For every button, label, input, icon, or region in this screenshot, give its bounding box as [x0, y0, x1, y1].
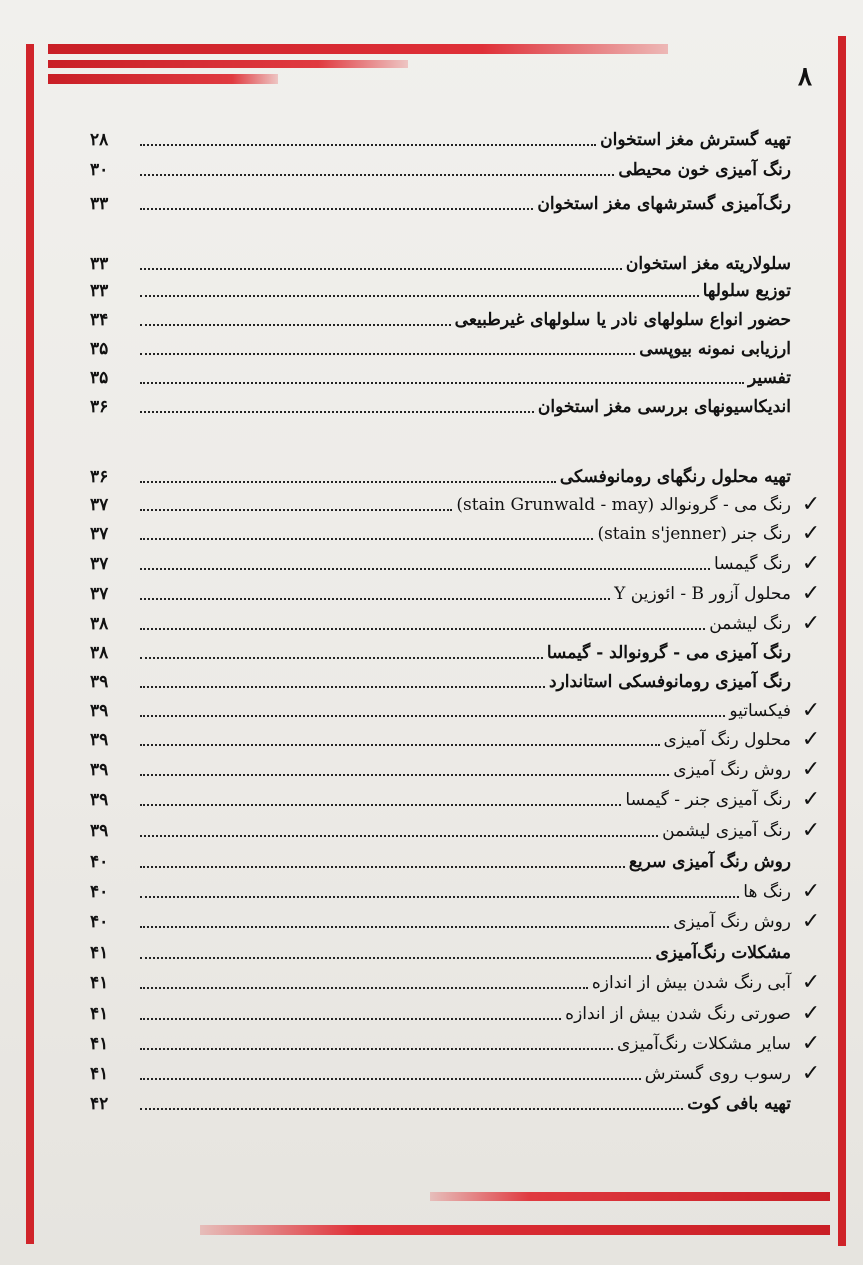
checkmark-icon: ✓ — [801, 909, 821, 934]
toc-entry-page: ۳۴ — [90, 310, 109, 330]
toc-entry-page: ۳۵ — [90, 368, 109, 388]
checkmark-icon: ✓ — [801, 970, 821, 995]
dot-leader — [140, 686, 545, 688]
toc-entry — [90, 722, 825, 752]
dot-leader — [140, 295, 699, 297]
checkmark-icon: ✓ — [801, 757, 821, 782]
dot-leader — [140, 628, 705, 630]
toc-entry — [90, 874, 825, 904]
toc-entry-title: رنگ ها — [743, 882, 791, 902]
toc-entry-page: ۲۸ — [90, 130, 109, 150]
toc-entry-title: محلول آزور B - ائوزین Y — [614, 584, 791, 604]
toc-entry-title: تهیه بافی کوت — [687, 1094, 791, 1114]
decorative-rule — [48, 44, 668, 54]
toc-entry-page: ۳۳ — [90, 281, 109, 301]
toc-entry-title: رنگ جنر (stain s'jenner) — [597, 524, 791, 544]
toc-entry-title: تهیه محلول رنگهای رومانوفسکی — [559, 467, 791, 487]
dot-leader — [140, 957, 651, 959]
toc-entry-page: ۳۸ — [90, 643, 109, 663]
toc-entry-title: مشکلات رنگ‌آمیزی — [655, 943, 791, 963]
checkmark-icon: ✓ — [801, 1031, 821, 1056]
decorative-rule — [200, 1225, 830, 1235]
toc-entry — [90, 302, 825, 332]
dot-leader — [140, 538, 593, 540]
toc-entry — [90, 122, 825, 152]
toc-entry — [90, 782, 825, 812]
toc-entry — [90, 606, 825, 636]
dot-leader — [140, 144, 596, 146]
toc-entry-page: ۴۱ — [90, 1034, 109, 1054]
dot-leader — [140, 568, 710, 570]
toc-entry — [90, 273, 825, 303]
toc-entry-page: ۳۷ — [90, 524, 109, 544]
dot-leader — [140, 1048, 613, 1050]
checkmark-icon: ✓ — [801, 698, 821, 723]
toc-entry-title: سلولاریته مغز استخوان — [625, 254, 791, 274]
toc-entry-page: ۳۵ — [90, 339, 109, 359]
checkmark-icon: ✓ — [801, 581, 821, 606]
toc-entry-page: ۳۳ — [90, 194, 109, 214]
checkmark-icon: ✓ — [801, 879, 821, 904]
toc-entry-title: سایر مشکلات رنگ‌آمیزی — [617, 1034, 791, 1054]
toc-entry-page: ۳۷ — [90, 554, 109, 574]
toc-entry-page: ۴۱ — [90, 1064, 109, 1084]
toc-entry-title: حضور انواع سلولهای نادر یا سلولهای غیرطبیعی — [454, 310, 791, 330]
toc-entry-title: صورتی رنگ شدن بیش از اندازه — [565, 1004, 791, 1024]
decorative-rule — [26, 44, 34, 1244]
toc-entry-page: ۳۷ — [90, 495, 109, 515]
toc-entry-title: روش رنگ آمیزی سریع — [628, 852, 791, 872]
checkmark-icon: ✓ — [801, 727, 821, 752]
toc-entry-title: ارزیابی نمونه بیوپسی — [639, 339, 791, 359]
toc-entry-page: ۳۸ — [90, 614, 109, 634]
toc-entry — [90, 516, 825, 546]
toc-entry-title: رنگ می - گرونوالد (stain Grunwald - may) — [456, 495, 791, 515]
toc-entry — [90, 186, 825, 216]
toc-entry — [90, 459, 825, 489]
dot-leader — [140, 896, 739, 898]
toc-entry-title: توزیع سلولها — [702, 281, 791, 301]
toc-entry — [90, 664, 825, 694]
toc-entry-page: ۳۹ — [90, 672, 109, 692]
decorative-rule — [838, 36, 846, 1246]
toc-entry-page: ۳۹ — [90, 760, 109, 780]
toc-entry-page: ۳۶ — [90, 397, 109, 417]
toc-entry-title: رنگ آمیزی جنر - گیمسا — [625, 790, 791, 810]
dot-leader — [140, 353, 635, 355]
checkmark-icon: ✓ — [801, 787, 821, 812]
toc-entry — [90, 246, 825, 276]
toc-entry-title: رسوب روی گسترش — [644, 1064, 791, 1084]
checkmark-icon: ✓ — [801, 521, 821, 546]
dot-leader — [140, 987, 588, 989]
toc-entry — [90, 331, 825, 361]
toc-entry-page: ۳۰ — [90, 160, 109, 180]
dot-leader — [140, 481, 556, 483]
toc-entry-page: ۴۱ — [90, 973, 109, 993]
dot-leader — [140, 208, 533, 210]
toc-entry — [90, 360, 825, 390]
dot-leader — [140, 382, 744, 384]
toc-entry-title: تفسیر — [747, 368, 791, 388]
toc-entry — [90, 693, 825, 723]
dot-leader — [140, 1078, 641, 1080]
decorative-rule — [48, 74, 278, 84]
toc-entry-title: آبی رنگ شدن بیش از اندازه — [591, 973, 791, 993]
toc-entry-title: رنگ آمیزی خون محیطی — [618, 160, 791, 180]
toc-entry-title: رنگ‌آمیزی گسترشهای مغز استخوان — [537, 194, 791, 214]
toc-entry — [90, 546, 825, 576]
toc-entry — [90, 935, 825, 965]
dot-leader — [140, 411, 534, 413]
toc-entry-title: روش رنگ آمیزی — [673, 760, 791, 780]
dot-leader — [140, 835, 658, 837]
toc-entry-title: تهیه گسترش مغز استخوان — [600, 130, 791, 150]
toc-entry — [90, 996, 825, 1026]
dot-leader — [140, 1018, 561, 1020]
toc-entry — [90, 904, 825, 934]
toc-entry-title: رنگ آمیزی رومانوفسکی استاندارد — [548, 672, 791, 692]
decorative-rule — [48, 60, 408, 68]
dot-leader — [140, 324, 451, 326]
checkmark-icon: ✓ — [801, 1061, 821, 1086]
decorative-rule — [430, 1192, 830, 1201]
toc-entry-page: ۳۹ — [90, 730, 109, 750]
dot-leader — [140, 1108, 683, 1110]
toc-entry — [90, 389, 825, 419]
toc-entry-page: ۳۹ — [90, 821, 109, 841]
toc-entry-page: ۳۷ — [90, 584, 109, 604]
toc-entry-page: ۴۲ — [90, 1094, 109, 1114]
toc-entry-page: ۴۰ — [90, 912, 109, 932]
checkmark-icon: ✓ — [801, 818, 821, 843]
toc-entry-title: رنگ آمیزی لیشمن — [662, 821, 791, 841]
dot-leader — [140, 774, 669, 776]
toc-entry — [90, 1086, 825, 1116]
toc-entry-title: فیکساتیو — [729, 701, 791, 721]
dot-leader — [140, 268, 622, 270]
toc-entry — [90, 813, 825, 843]
toc-entry-title: روش رنگ آمیزی — [673, 912, 791, 932]
toc-entry — [90, 965, 825, 995]
dot-leader — [140, 715, 725, 717]
toc-entry-page: ۴۱ — [90, 943, 109, 963]
toc-entry-page: ۳۹ — [90, 790, 109, 810]
dot-leader — [140, 926, 669, 928]
toc-entry — [90, 576, 825, 606]
toc-entry-page: ۴۰ — [90, 852, 109, 872]
toc-entry-page: ۴۰ — [90, 882, 109, 902]
toc-entry — [90, 635, 825, 665]
dot-leader — [140, 657, 543, 659]
toc-entry-title: اندیکاسیونهای بررسی مغز استخوان — [537, 397, 791, 417]
dot-leader — [140, 509, 452, 511]
toc-entry-page: ۳۳ — [90, 254, 109, 274]
dot-leader — [140, 598, 610, 600]
toc-entry — [90, 1056, 825, 1086]
checkmark-icon: ✓ — [801, 551, 821, 576]
page-number: ۸ — [798, 62, 812, 92]
toc-entry-title: رنگ آمیزی می - گرونوالد - گیمسا — [546, 643, 791, 663]
toc-entry — [90, 844, 825, 874]
toc-entry — [90, 487, 825, 517]
checkmark-icon: ✓ — [801, 492, 821, 517]
toc-entry — [90, 752, 825, 782]
dot-leader — [140, 174, 614, 176]
dot-leader — [140, 866, 625, 868]
toc-entry — [90, 1026, 825, 1056]
toc-entry-title: رنگ گیمسا — [714, 554, 791, 574]
toc-entry-page: ۳۹ — [90, 701, 109, 721]
toc-entry-page: ۴۱ — [90, 1004, 109, 1024]
toc-entry-title: محلول رنگ آمیزی — [663, 730, 791, 750]
checkmark-icon: ✓ — [801, 1001, 821, 1026]
toc-entry — [90, 152, 825, 182]
checkmark-icon: ✓ — [801, 611, 821, 636]
dot-leader — [140, 804, 621, 806]
toc-entry-title: رنگ لیشمن — [709, 614, 791, 634]
dot-leader — [140, 744, 660, 746]
toc-entry-page: ۳۶ — [90, 467, 109, 487]
